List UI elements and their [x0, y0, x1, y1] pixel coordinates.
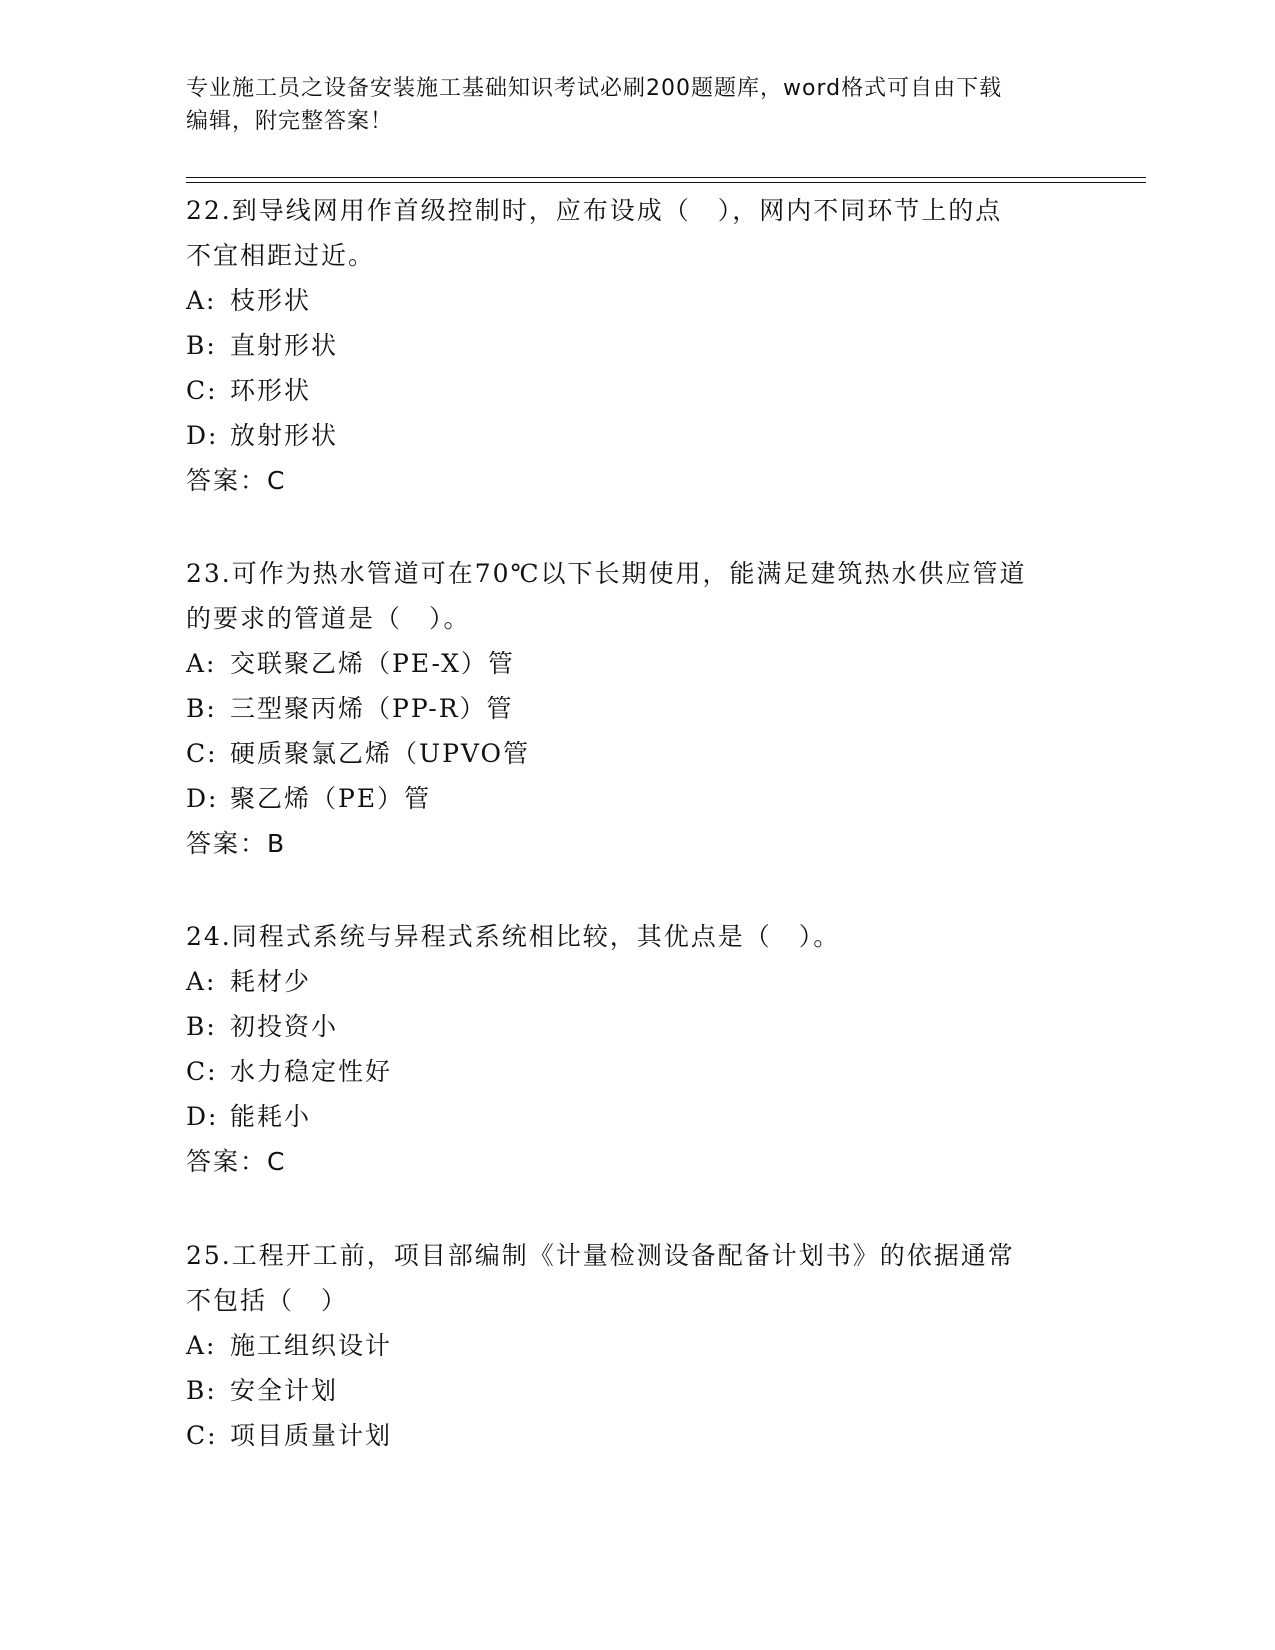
question-stem-line: 22.到导线网用作首级控制时，应布设成（ ），网内不同环节上的点	[186, 196, 1003, 225]
option-d	[186, 413, 1106, 458]
question-24	[186, 914, 1106, 1184]
option-key: B:	[186, 331, 217, 360]
question-stem-line: 25.工程开工前，项目部编制《计量检测设备配备计划书》的依据通常	[186, 1241, 1015, 1270]
option-b	[186, 323, 1106, 368]
option-d	[186, 1094, 1106, 1139]
option-key: A:	[186, 649, 217, 678]
option-text: 放射形状	[230, 421, 339, 450]
option-key: D:	[186, 1102, 219, 1131]
option-key: A:	[186, 1331, 217, 1360]
option-text: 水力稳定性好	[230, 1057, 393, 1086]
option-b	[186, 686, 1106, 731]
option-key: C:	[186, 376, 218, 405]
option-c	[186, 1413, 1106, 1458]
option-text: 耗材少	[230, 967, 312, 996]
option-text: 直射形状	[230, 331, 339, 360]
header-title-line-1: 专业施工员之设备安装施工基础知识考试必刷200题题库，word格式可自由下载	[186, 76, 1003, 101]
option-text: 初投资小	[230, 1012, 339, 1041]
option-text: 枝形状	[230, 286, 312, 315]
option-text: 项目质量计划	[230, 1421, 393, 1450]
option-b	[186, 1004, 1106, 1049]
option-b	[186, 1368, 1106, 1413]
document-header	[186, 72, 1066, 138]
question-stem-line: 不宜相距过近。	[186, 241, 376, 270]
option-key: A:	[186, 286, 217, 315]
answer-line: 答案：B	[186, 829, 287, 858]
option-text: 硬质聚氯乙烯（UPVO管	[230, 739, 531, 768]
option-key: D:	[186, 784, 219, 813]
option-text: 交联聚乙烯（PE-X）管	[230, 649, 515, 678]
option-key: B:	[186, 694, 217, 723]
option-d	[186, 776, 1106, 821]
option-c	[186, 1049, 1106, 1094]
header-divider-bottom	[186, 182, 1146, 183]
option-text: 三型聚丙烯（PP-R）管	[230, 694, 514, 723]
option-c	[186, 731, 1106, 776]
option-a	[186, 278, 1106, 323]
header-divider-top	[186, 177, 1146, 178]
option-key: C:	[186, 1057, 218, 1086]
option-c	[186, 368, 1106, 413]
option-text: 能耗小	[230, 1102, 312, 1131]
answer-line: 答案：C	[186, 1147, 287, 1176]
option-text: 安全计划	[230, 1376, 339, 1405]
option-text: 环形状	[230, 376, 312, 405]
option-key: B:	[186, 1376, 217, 1405]
answer-line: 答案：C	[186, 466, 287, 495]
option-text: 施工组织设计	[230, 1331, 393, 1360]
option-text: 聚乙烯（PE）管	[230, 784, 432, 813]
header-title-line-2: 编辑，附完整答案！	[186, 109, 394, 134]
question-stem-line: 24.同程式系统与异程式系统相比较，其优点是（ ）。	[186, 922, 841, 951]
option-a	[186, 1323, 1106, 1368]
question-stem-line: 的要求的管道是（ ）。	[186, 604, 471, 633]
option-key: C:	[186, 739, 218, 768]
question-23	[186, 551, 1106, 866]
option-a	[186, 641, 1106, 686]
question-25	[186, 1233, 1106, 1458]
option-key: A:	[186, 967, 217, 996]
question-22	[186, 188, 1106, 503]
option-key: B:	[186, 1012, 217, 1041]
question-stem-line: 23.可作为热水管道可在70℃以下长期使用，能满足建筑热水供应管道	[186, 559, 1027, 588]
option-key: C:	[186, 1421, 218, 1450]
option-key: D:	[186, 421, 219, 450]
option-a	[186, 959, 1106, 1004]
question-stem-line: 不包括（ ）	[186, 1286, 349, 1315]
